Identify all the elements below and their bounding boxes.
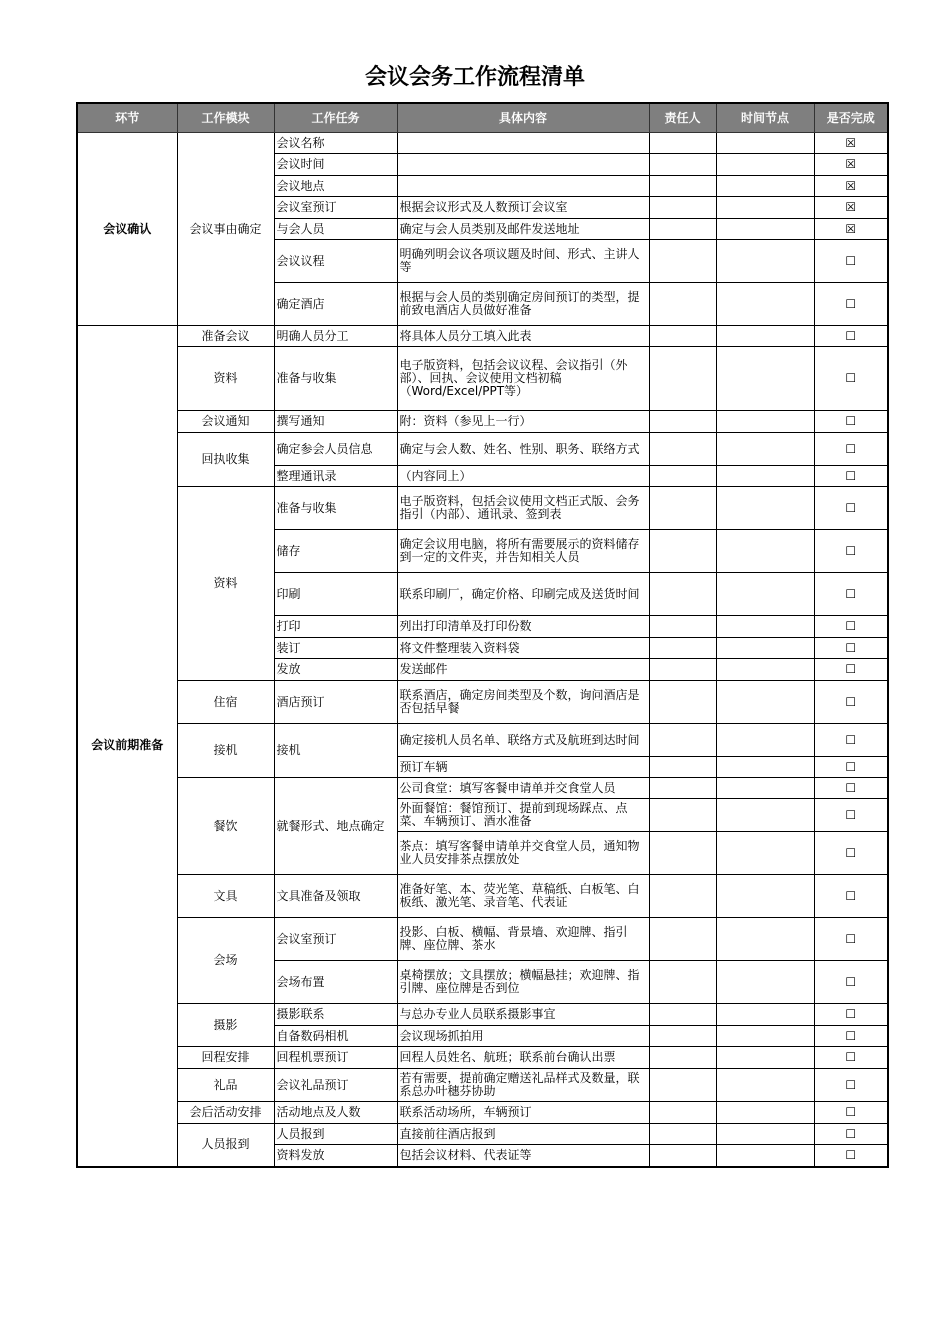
workflow-table	[76, 102, 889, 1168]
owner-cell[interactable]	[649, 638, 716, 659]
content-cell: 确定与会人数、姓名、性别、职务、联络方式	[397, 433, 649, 466]
unchecked-box-icon[interactable]: ☐	[814, 638, 888, 659]
task-cell: 资料发放	[274, 1145, 397, 1167]
module-cell: 礼品	[177, 1069, 274, 1102]
table-row	[77, 681, 888, 724]
task-cell: 会议室预订	[274, 918, 397, 961]
task-cell: 会场布置	[274, 961, 397, 1004]
content-cell: 电子版资料，包括会议使用文档正式版、会务指引（内部）、通讯录、签到表	[397, 487, 649, 530]
deadline-cell[interactable]	[716, 638, 814, 659]
content-cell: 联系酒店，确定房间类型及个数，询问酒店是否包括早餐	[397, 681, 649, 724]
content-cell: 投影、白板、横幅、背景墙、欢迎牌、指引牌、座位牌、茶水	[397, 918, 649, 961]
task-cell: 准备与收集	[274, 347, 397, 411]
owner-cell[interactable]	[649, 411, 716, 433]
unchecked-box-icon[interactable]: ☐	[814, 1047, 888, 1069]
task-cell: 人员报到	[274, 1124, 397, 1145]
content-cell: 与总办专业人员联系摄影事宜	[397, 1004, 649, 1026]
column-header: 环节	[77, 103, 177, 133]
table-row	[77, 433, 888, 466]
checked-box-icon[interactable]: ☒	[814, 197, 888, 219]
unchecked-box-icon[interactable]: ☐	[814, 240, 888, 283]
task-cell: 会议议程	[274, 240, 397, 283]
unchecked-box-icon[interactable]: ☐	[814, 1102, 888, 1124]
deadline-cell[interactable]	[716, 724, 814, 757]
unchecked-box-icon[interactable]: ☐	[814, 487, 888, 530]
unchecked-box-icon[interactable]: ☐	[814, 778, 888, 799]
table-row	[77, 1004, 888, 1026]
deadline-cell[interactable]	[716, 411, 814, 433]
task-cell: 就餐形式、地点确定	[274, 778, 397, 875]
unchecked-box-icon[interactable]: ☐	[814, 757, 888, 778]
owner-cell[interactable]	[649, 616, 716, 638]
deadline-cell[interactable]	[716, 154, 814, 176]
task-cell: 发放	[274, 659, 397, 681]
unchecked-box-icon[interactable]: ☐	[814, 1069, 888, 1102]
task-cell: 会议时间	[274, 154, 397, 176]
table-row	[77, 347, 888, 411]
header-row	[77, 103, 888, 133]
content-cell: 茶点：填写客餐申请单并交食堂人员，通知物业人员安排茶点摆放处	[397, 832, 649, 875]
content-cell: 回程人员姓名、航班；联系前台确认出票	[397, 1047, 649, 1069]
stage-cell: 会议确认	[77, 133, 177, 326]
owner-cell[interactable]	[649, 1124, 716, 1145]
owner-cell[interactable]	[649, 219, 716, 240]
owner-cell[interactable]	[649, 1026, 716, 1047]
deadline-cell[interactable]	[716, 176, 814, 197]
content-cell: 列出打印清单及打印份数	[397, 616, 649, 638]
task-cell: 会议地点	[274, 176, 397, 197]
module-cell: 会议事由确定	[177, 133, 274, 326]
column-header: 工作任务	[274, 103, 397, 133]
content-cell: 准备好笔、本、荧光笔、草稿纸、白板笔、白板纸、激光笔、录音笔、代表证	[397, 875, 649, 918]
checked-box-icon[interactable]: ☒	[814, 176, 888, 197]
table-row	[77, 1102, 888, 1124]
content-cell: 将文件整理装入资料袋	[397, 638, 649, 659]
unchecked-box-icon[interactable]: ☐	[814, 326, 888, 347]
content-cell: 预订车辆	[397, 757, 649, 778]
module-cell: 资料	[177, 347, 274, 411]
deadline-cell[interactable]	[716, 487, 814, 530]
deadline-cell[interactable]	[716, 326, 814, 347]
unchecked-box-icon[interactable]: ☐	[814, 347, 888, 411]
module-cell: 会后活动安排	[177, 1102, 274, 1124]
owner-cell[interactable]	[649, 326, 716, 347]
table-row	[77, 411, 888, 433]
table-row	[77, 778, 888, 799]
content-cell	[397, 133, 649, 154]
module-cell: 文具	[177, 875, 274, 918]
content-cell: 若有需要，提前确定赠送礼品样式及数量，联系总办叶穗芬协助	[397, 1069, 649, 1102]
task-cell: 自备数码相机	[274, 1026, 397, 1047]
deadline-cell[interactable]	[716, 799, 814, 832]
owner-cell[interactable]	[649, 757, 716, 778]
content-cell: 桌椅摆放；文具摆放；横幅悬挂；欢迎牌、指引牌、座位牌是否到位	[397, 961, 649, 1004]
module-cell: 会议通知	[177, 411, 274, 433]
module-cell: 住宿	[177, 681, 274, 724]
owner-cell[interactable]	[649, 799, 716, 832]
task-cell: 酒店预订	[274, 681, 397, 724]
deadline-cell[interactable]	[716, 283, 814, 326]
content-cell	[397, 176, 649, 197]
module-cell: 餐饮	[177, 778, 274, 875]
deadline-cell[interactable]	[716, 1124, 814, 1145]
module-cell: 摄影	[177, 1004, 274, 1047]
checked-box-icon[interactable]: ☒	[814, 219, 888, 240]
owner-cell[interactable]	[649, 240, 716, 283]
table-row	[77, 1047, 888, 1069]
owner-cell[interactable]	[649, 176, 716, 197]
checked-box-icon[interactable]: ☒	[814, 154, 888, 176]
unchecked-box-icon[interactable]: ☐	[814, 1124, 888, 1145]
table-row	[77, 1124, 888, 1145]
owner-cell[interactable]	[649, 1145, 716, 1167]
content-cell: 直接前往酒店报到	[397, 1124, 649, 1145]
unchecked-box-icon[interactable]: ☐	[814, 724, 888, 757]
owner-cell[interactable]	[649, 1102, 716, 1124]
task-cell: 与会人员	[274, 219, 397, 240]
content-cell: 附：资料（参见上一行）	[397, 411, 649, 433]
unchecked-box-icon[interactable]: ☐	[814, 659, 888, 681]
deadline-cell[interactable]	[716, 616, 814, 638]
content-cell: 确定会议用电脑，将所有需要展示的资料储存到一定的文件夹，并告知相关人员	[397, 530, 649, 573]
owner-cell[interactable]	[649, 283, 716, 326]
task-cell: 明确人员分工	[274, 326, 397, 347]
owner-cell[interactable]	[649, 433, 716, 466]
owner-cell[interactable]	[649, 1069, 716, 1102]
owner-cell[interactable]	[649, 961, 716, 1004]
task-cell: 确定酒店	[274, 283, 397, 326]
content-cell: 根据会议形式及人数预订会议室	[397, 197, 649, 219]
deadline-cell[interactable]	[716, 1047, 814, 1069]
task-cell: 准备与收集	[274, 487, 397, 530]
owner-cell[interactable]	[649, 530, 716, 573]
unchecked-box-icon[interactable]: ☐	[814, 875, 888, 918]
task-cell: 接机	[274, 724, 397, 778]
unchecked-box-icon[interactable]: ☐	[814, 433, 888, 466]
unchecked-box-icon[interactable]: ☐	[814, 799, 888, 832]
content-cell: 确定与会人员类别及邮件发送地址	[397, 219, 649, 240]
owner-cell[interactable]	[649, 832, 716, 875]
deadline-cell[interactable]	[716, 778, 814, 799]
column-header: 是否完成	[814, 103, 888, 133]
unchecked-box-icon[interactable]: ☐	[814, 530, 888, 573]
owner-cell[interactable]	[649, 133, 716, 154]
content-cell: （内容同上）	[397, 466, 649, 487]
module-cell: 人员报到	[177, 1124, 274, 1167]
deadline-cell[interactable]	[716, 1026, 814, 1047]
deadline-cell[interactable]	[716, 240, 814, 283]
task-cell: 会议室预订	[274, 197, 397, 219]
content-cell	[397, 154, 649, 176]
deadline-cell[interactable]	[716, 1145, 814, 1167]
unchecked-box-icon[interactable]: ☐	[814, 466, 888, 487]
deadline-cell[interactable]	[716, 530, 814, 573]
task-cell: 会议礼品预订	[274, 1069, 397, 1102]
task-cell: 装订	[274, 638, 397, 659]
content-cell: 发送邮件	[397, 659, 649, 681]
unchecked-box-icon[interactable]: ☐	[814, 1026, 888, 1047]
column-header: 责任人	[649, 103, 716, 133]
module-cell: 接机	[177, 724, 274, 778]
task-cell: 会议名称	[274, 133, 397, 154]
owner-cell[interactable]	[649, 681, 716, 724]
deadline-cell[interactable]	[716, 757, 814, 778]
content-cell: 联系印刷厂，确定价格、印刷完成及送货时间	[397, 573, 649, 616]
unchecked-box-icon[interactable]: ☐	[814, 573, 888, 616]
deadline-cell[interactable]	[716, 961, 814, 1004]
deadline-cell[interactable]	[716, 219, 814, 240]
table-row	[77, 326, 888, 347]
owner-cell[interactable]	[649, 487, 716, 530]
deadline-cell[interactable]	[716, 681, 814, 724]
content-cell: 明确列明会议各项议题及时间、形式、主讲人等	[397, 240, 649, 283]
deadline-cell[interactable]	[716, 1004, 814, 1026]
content-cell: 联系活动场所，车辆预订	[397, 1102, 649, 1124]
unchecked-box-icon[interactable]: ☐	[814, 411, 888, 433]
owner-cell[interactable]	[649, 347, 716, 411]
unchecked-box-icon[interactable]: ☐	[814, 616, 888, 638]
page-title: 会议会务工作流程清单	[364, 65, 585, 90]
unchecked-box-icon[interactable]: ☐	[814, 832, 888, 875]
unchecked-box-icon[interactable]: ☐	[814, 1145, 888, 1167]
unchecked-box-icon[interactable]: ☐	[814, 283, 888, 326]
task-cell: 活动地点及人数	[274, 1102, 397, 1124]
task-cell: 回程机票预订	[274, 1047, 397, 1069]
content-cell: 外面餐馆：餐馆预订、提前到现场踩点、点菜、车辆预订、酒水准备	[397, 799, 649, 832]
task-cell: 储存	[274, 530, 397, 573]
column-header: 工作模块	[177, 103, 274, 133]
column-header: 时间节点	[716, 103, 814, 133]
content-cell: 公司食堂：填写客餐申请单并交食堂人员	[397, 778, 649, 799]
deadline-cell[interactable]	[716, 832, 814, 875]
task-cell: 文具准备及领取	[274, 875, 397, 918]
owner-cell[interactable]	[649, 154, 716, 176]
owner-cell[interactable]	[649, 466, 716, 487]
table-body	[77, 133, 888, 1167]
owner-cell[interactable]	[649, 573, 716, 616]
task-cell: 确定参会人员信息	[274, 433, 397, 466]
task-cell: 摄影联系	[274, 1004, 397, 1026]
table-row	[77, 487, 888, 530]
unchecked-box-icon[interactable]: ☐	[814, 1004, 888, 1026]
content-cell: 将具体人员分工填入此表	[397, 326, 649, 347]
deadline-cell[interactable]	[716, 659, 814, 681]
checked-box-icon[interactable]: ☒	[814, 133, 888, 154]
owner-cell[interactable]	[649, 875, 716, 918]
unchecked-box-icon[interactable]: ☐	[814, 918, 888, 961]
owner-cell[interactable]	[649, 918, 716, 961]
content-cell: 会议现场抓拍用	[397, 1026, 649, 1047]
module-cell: 回程安排	[177, 1047, 274, 1069]
module-cell: 资料	[177, 487, 274, 681]
deadline-cell[interactable]	[716, 573, 814, 616]
deadline-cell[interactable]	[716, 197, 814, 219]
owner-cell[interactable]	[649, 197, 716, 219]
deadline-cell[interactable]	[716, 1102, 814, 1124]
table-row	[77, 1069, 888, 1102]
module-cell: 准备会议	[177, 326, 274, 347]
table-row	[77, 875, 888, 918]
task-cell: 整理通讯录	[274, 466, 397, 487]
owner-cell[interactable]	[649, 1004, 716, 1026]
module-cell: 会场	[177, 918, 274, 1004]
deadline-cell[interactable]	[716, 875, 814, 918]
task-cell: 印刷	[274, 573, 397, 616]
table-row	[77, 133, 888, 154]
owner-cell[interactable]	[649, 659, 716, 681]
task-cell: 打印	[274, 616, 397, 638]
unchecked-box-icon[interactable]: ☐	[814, 681, 888, 724]
module-cell: 回执收集	[177, 433, 274, 487]
task-cell: 撰写通知	[274, 411, 397, 433]
column-header: 具体内容	[397, 103, 649, 133]
deadline-cell[interactable]	[716, 1069, 814, 1102]
deadline-cell[interactable]	[716, 466, 814, 487]
content-cell: 电子版资料，包括会议议程、会议指引（外部）、回执、会议使用文档初稿（Word/Excel/PPT等）	[397, 347, 649, 411]
content-cell: 包括会议材料、代表证等	[397, 1145, 649, 1167]
owner-cell[interactable]	[649, 1047, 716, 1069]
owner-cell[interactable]	[649, 778, 716, 799]
content-cell: 确定接机人员名单、联络方式及航班到达时间	[397, 724, 649, 757]
deadline-cell[interactable]	[716, 433, 814, 466]
deadline-cell[interactable]	[716, 133, 814, 154]
deadline-cell[interactable]	[716, 918, 814, 961]
table-row	[77, 918, 888, 961]
table-row	[77, 724, 888, 757]
stage-cell: 会议前期准备	[77, 326, 177, 1167]
content-cell: 根据与会人员的类别确定房间预订的类型，提前致电酒店人员做好准备	[397, 283, 649, 326]
unchecked-box-icon[interactable]: ☐	[814, 961, 888, 1004]
deadline-cell[interactable]	[716, 347, 814, 411]
owner-cell[interactable]	[649, 724, 716, 757]
